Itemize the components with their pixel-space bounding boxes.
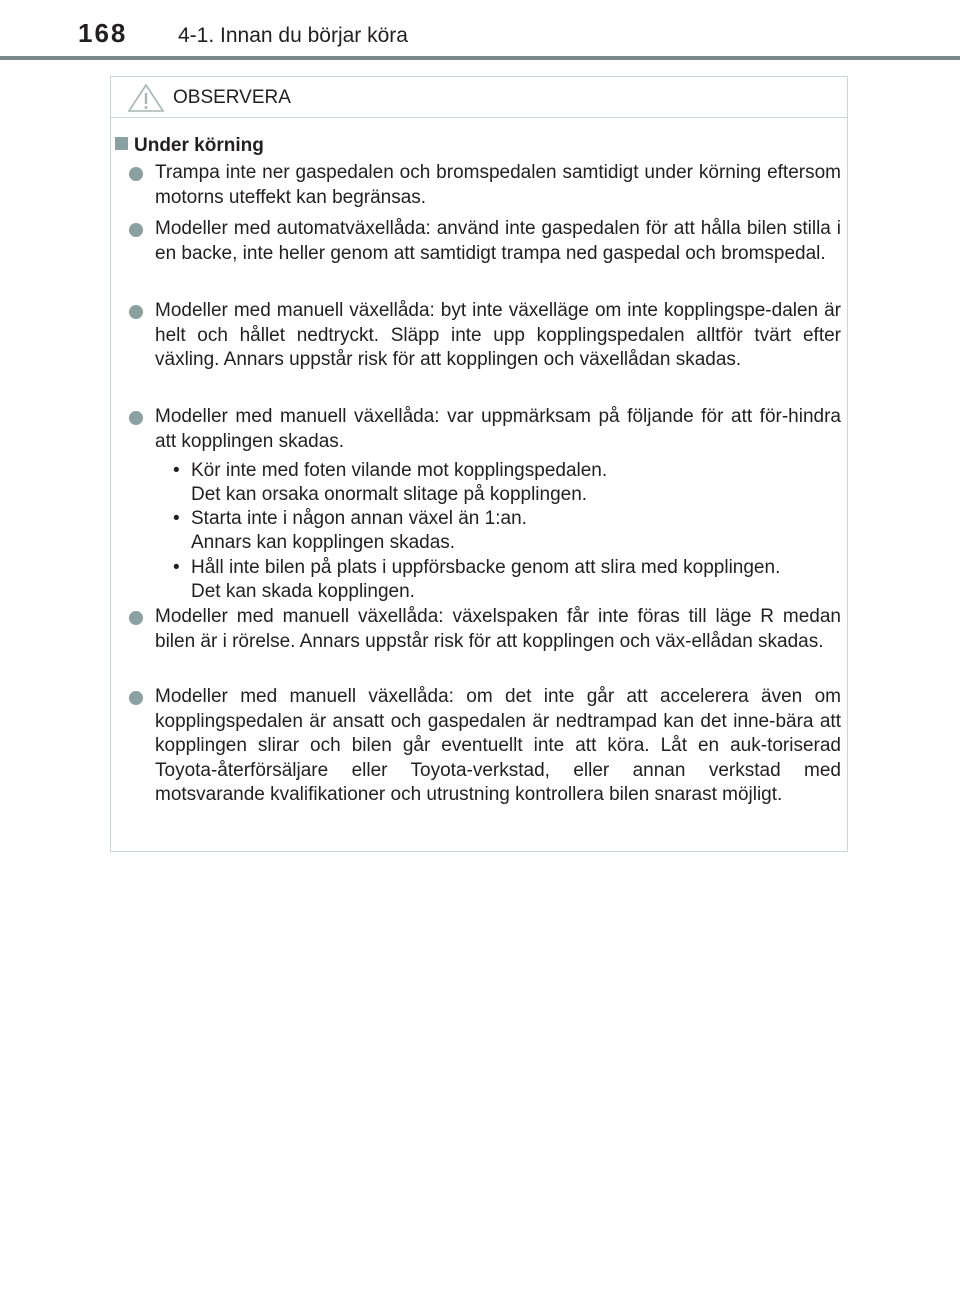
caution-title: OBSERVERA <box>173 87 291 108</box>
sub-item-text: Starta inte i någon annan växel än 1:an. <box>191 508 527 529</box>
sub-bullet: • <box>173 460 180 481</box>
subheading-text: Under körning <box>134 135 264 156</box>
sub-item-note: Annars kan kopplingen skadas. <box>191 532 456 553</box>
sub-bullet: • <box>173 508 180 529</box>
bullet-dot-icon <box>129 691 143 705</box>
warning-triangle-icon <box>127 83 165 113</box>
list-item: Modeller med automatväxellåda: använd inte gaspedalen för att hålla bilen stilla i en backe, inte heller genom att samtidigt trampa ned gaspedal och bromspedal. <box>155 218 841 264</box>
caution-box <box>110 76 848 852</box>
section-title: 4-1. Innan du börjar köra <box>178 24 408 47</box>
bullet-dot-icon <box>129 167 143 181</box>
list-item: Modeller med manuell växellåda: växelspaken får inte föras till läge R medan bilen är i rörelse. Annars uppstår risk för att kopplingen och väx-ellådan skadas. <box>155 606 841 652</box>
list-item: Modeller med manuell växellåda: om det inte går att accelerera även om kopplingspedalen är ansatt och gaspedalen är nedtrampad kan det inne-bära att kopplingen slirar och bilen går eventuellt inte att köra. Låt en auk-toriserad Toyota-återförsäljare eller Toyota-verkstad, eller annan verkstad med motsvarande kvalifikationer och utrustning kontrollera bilen snarast möjligt. <box>155 686 841 805</box>
sub-bullet: • <box>173 557 180 578</box>
caution-box-header <box>111 77 847 118</box>
bullet-dot-icon <box>129 411 143 425</box>
page-header <box>0 0 960 62</box>
list-item: Modeller med manuell växellåda: var uppmärksam på följande för att för-hindra att kopplingen skadas. <box>155 406 841 452</box>
sub-item-note: Det kan orsaka onormalt slitage på kopplingen. <box>191 484 588 505</box>
sub-item-text: Kör inte med foten vilande mot kopplingspedalen. <box>191 460 608 481</box>
sub-item-note: Det kan skada kopplingen. <box>191 581 415 602</box>
bullet-dot-icon <box>129 611 143 625</box>
bullet-dot-icon <box>129 223 143 237</box>
square-bullet-icon <box>115 137 128 150</box>
list-item: Modeller med manuell växellåda: byt inte växelläge om inte kopplingspe-dalen är helt och hållet nedtryckt. Släpp inte upp kopplingspedalen alltför tvärt efter växling. Annars uppstår risk för att kopplingen och växellådan skadas. <box>155 300 841 370</box>
list-item: Trampa inte ner gaspedalen och bromspedalen samtidigt under körning eftersom motorns uteffekt kan begränsas. <box>155 162 841 208</box>
bullet-dot-icon <box>129 305 143 319</box>
header-rule <box>0 56 960 60</box>
page-number: 168 <box>78 18 128 48</box>
sub-item-text: Håll inte bilen på plats i uppförsbacke genom att slira med kopplingen. <box>191 557 781 578</box>
subheading <box>115 135 264 157</box>
